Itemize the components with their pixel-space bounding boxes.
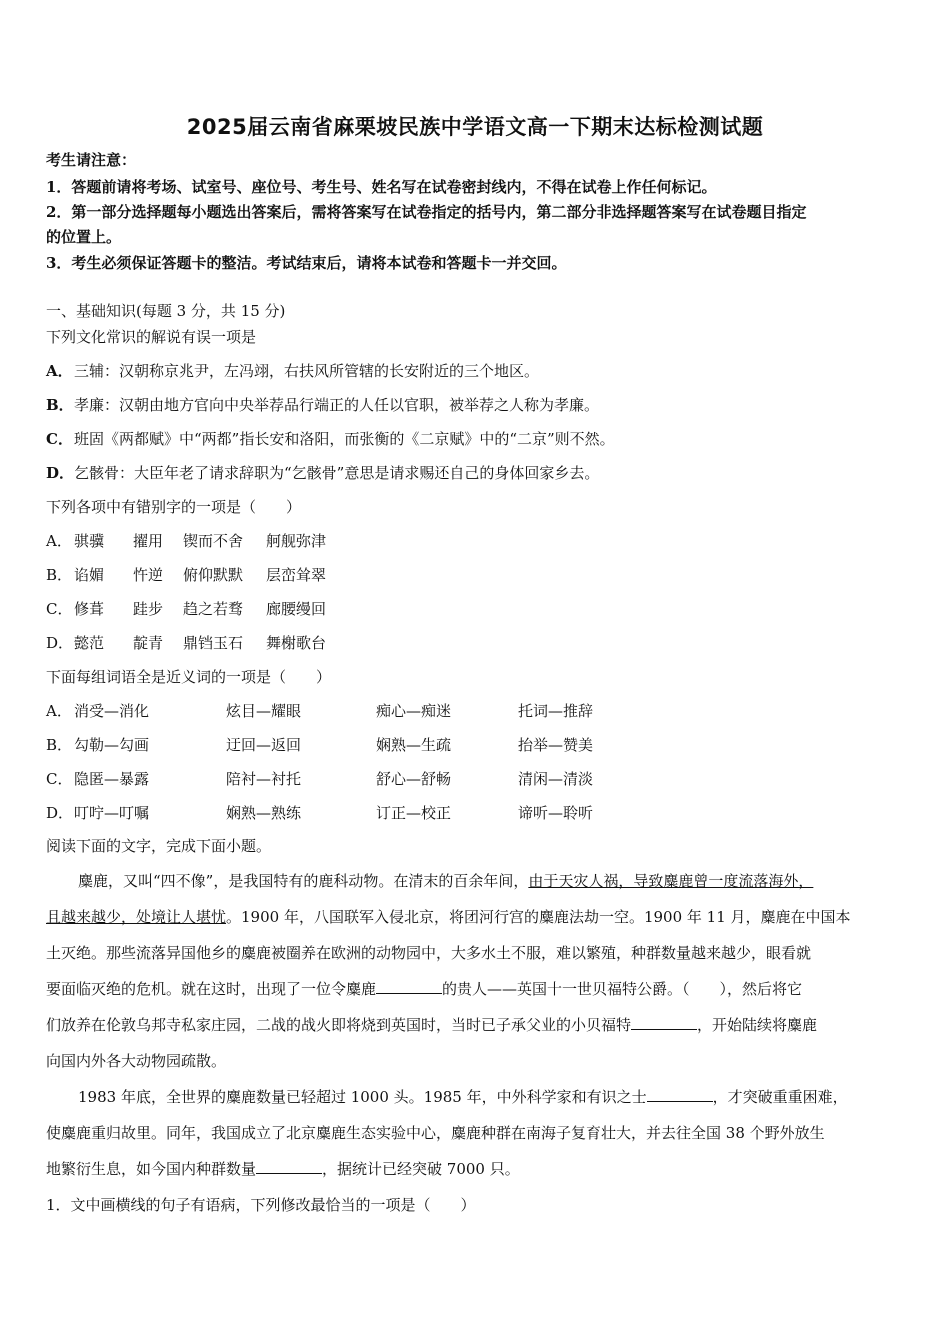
option-word: 舒心—舒畅 (376, 770, 452, 788)
passage-text: 。1900 年，八国联军入侵北京，将团河行宫的麋鹿法劫一空。1900 年 11 月，麋鹿在中国本 (226, 908, 851, 926)
option-word: 骐骥 (74, 532, 105, 550)
option-letter: D． (46, 464, 75, 482)
option-word: 炫目—耀眼 (226, 702, 302, 720)
passage-text: 要面临灭绝的危机。就在这时，出现了一位令麋鹿 (46, 980, 377, 998)
option-text: 三辅：汉朝称京兆尹，左冯翊，右扶风所管辖的长安附近的三个地区。 (74, 362, 540, 380)
notice-item: 1．答题前请将考场、试室号、座位号、考生号、姓名写在试卷密封线内，不得在试卷上作任何标记。 (46, 178, 717, 196)
passage-line: 使麋鹿重归故里。同年，我国成立了北京麋鹿生态实验中心，麋鹿种群在南海子复育壮大，并去往全国 38 个野外放生 (46, 1124, 825, 1142)
section-heading: 一、基础知识(每题 3 分，共 15 分) (46, 302, 286, 320)
option-word: 舸舰弥津 (266, 532, 327, 550)
option-row (46, 395, 599, 415)
option-word: 懿范 (74, 634, 105, 652)
passage-text: ，开始陆续将麋鹿 (697, 1016, 818, 1034)
question-stem: 下列各项中有错别字的一项是（ ） (46, 498, 302, 516)
notice-heading: 考生请注意： (46, 151, 137, 169)
option-letter: C． (46, 600, 73, 618)
option-word: 舞榭歌台 (266, 634, 327, 652)
option-word: 消受—消化 (74, 702, 150, 720)
passage-line (46, 1015, 817, 1035)
option-text: 乞骸骨：大臣年老了请求辞职为“乞骸骨”意思是请求赐还自己的身体回家乡去。 (74, 464, 600, 482)
passage-line: 土灭绝。那些流落异国他乡的麋鹿被圈养在欧洲的动物园中，大多水土不服，难以繁殖，种群数量越来越少，眼看就 (46, 944, 812, 962)
passage-text: 1983 年底，全世界的麋鹿数量已轻超过 1000 头。1985 年，中外科学家和有识之士 (78, 1088, 647, 1106)
option-word: 叮咛—叮嘱 (74, 804, 150, 822)
underlined-sentence: 由于天灾人祸，导致麋鹿曾一度流落海外， (528, 872, 814, 890)
fill-blank (256, 1159, 322, 1174)
passage-text: 们放养在伦敦乌邦寺私家庄园，二战的战火即将烧到英国时，当时已子承父业的小贝福特 (46, 1016, 632, 1034)
option-word: 娴熟—熟练 (226, 804, 302, 822)
option-letter: D． (46, 634, 74, 652)
option-word: 跬步 (133, 600, 164, 618)
question-stem: 下列文化常识的解说有误一项是 (46, 328, 257, 346)
passage-text: 的贵人——英国十一世贝福特公爵。（ ），然后将它 (442, 980, 803, 998)
option-row (46, 429, 615, 449)
exam-title: 2025届云南省麻栗坡民族中学语文高一下期末达标检测试题 (186, 115, 764, 139)
notice-item: 的位置上。 (46, 228, 122, 246)
option-word: 俯仰默默 (183, 566, 244, 584)
option-letter: A． (46, 532, 72, 550)
passage-line (78, 871, 813, 891)
option-letter: A． (46, 362, 73, 380)
option-word: 隐匿—暴露 (74, 770, 150, 788)
option-letter: D． (46, 804, 74, 822)
option-letter: C． (46, 430, 73, 448)
notice-item: 3．考生必须保证答题卡的整洁。考试结束后，请将本试卷和答题卡一并交回。 (46, 254, 567, 272)
fill-blank (376, 979, 442, 994)
passage-line (46, 907, 851, 927)
option-word: 娴熟—生疏 (376, 736, 452, 754)
option-word: 修葺 (74, 600, 105, 618)
passage-text: ，才突破重重困难， (712, 1088, 848, 1106)
passage-line (46, 979, 802, 999)
option-word: 层峦耸翠 (266, 566, 327, 584)
option-text: 孝廉：汉朝由地方官向中央举荐品行端正的人任以官职，被举荐之人称为孝廉。 (74, 396, 600, 414)
fill-blank (631, 1015, 697, 1030)
option-word: 谛听—聆听 (518, 804, 594, 822)
option-word: 清闲—清淡 (518, 770, 594, 788)
notice-item: 2．第一部分选择题每小题选出答案后，需将答案写在试卷指定的括号内，第二部分非选择题答案写在试卷题目指定 (46, 203, 807, 221)
passage-text: 地繁衍生息，如今国内种群数量 (46, 1160, 257, 1178)
option-word: 擢用 (133, 532, 164, 550)
option-word: 迂回—返回 (226, 736, 302, 754)
option-word: 趋之若骛 (183, 600, 244, 618)
passage-line (46, 1159, 520, 1179)
underlined-sentence: 且越来越少，处境让人堪忧 (46, 908, 227, 926)
option-letter: B． (46, 736, 73, 754)
option-row (46, 463, 599, 483)
passage-line (78, 1087, 848, 1107)
option-word: 忤逆 (133, 566, 164, 584)
option-text: 班固《两都赋》中“两都”指长安和洛阳，而张衡的《二京赋》中的“二京”则不然。 (74, 430, 615, 448)
option-word: 陪衬—衬托 (226, 770, 302, 788)
option-word: 廊腰缦回 (266, 600, 327, 618)
passage-text: 麋鹿，又叫“四不像”，是我国特有的鹿科动物。在清末的百余年间， (78, 872, 529, 890)
passage-text: ，据统计已经突破 7000 只。 (322, 1160, 520, 1178)
option-word: 鼎铛玉石 (183, 634, 244, 652)
fill-blank (647, 1087, 713, 1102)
option-word: 抬举—赞美 (518, 736, 594, 754)
question-stem: 下面每组词语全是近义词的一项是（ ） (46, 668, 332, 686)
option-word: 托词—推辞 (518, 702, 594, 720)
option-letter: A． (46, 702, 72, 720)
option-word: 勾勒—勾画 (74, 736, 150, 754)
question-stem: 1．文中画横线的句子有语病，下列修改最恰当的一项是（ ） (46, 1196, 476, 1214)
option-word: 锲而不舍 (183, 532, 244, 550)
option-word: 谄媚 (74, 566, 105, 584)
option-word: 订正—校正 (376, 804, 452, 822)
option-letter: B． (46, 396, 74, 414)
reading-intro: 阅读下面的文字，完成下面小题。 (46, 837, 272, 855)
option-word: 靛青 (133, 634, 164, 652)
option-row (46, 361, 539, 381)
passage-line: 向国内外各大动物园疏散。 (46, 1052, 227, 1070)
option-word: 痴心—痴迷 (376, 702, 452, 720)
option-letter: C． (46, 770, 73, 788)
option-letter: B． (46, 566, 73, 584)
